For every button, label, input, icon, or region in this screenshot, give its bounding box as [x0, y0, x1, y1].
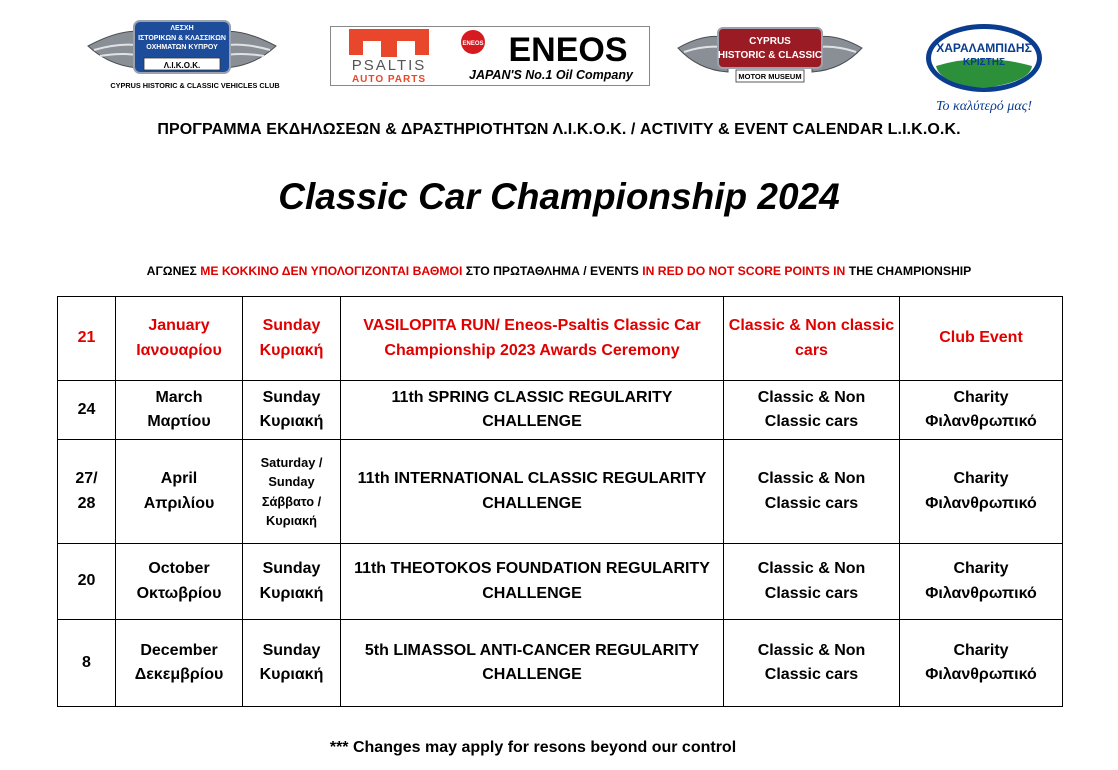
- event-weekday: [243, 544, 341, 620]
- event-cars: [724, 440, 900, 544]
- table-row: [58, 620, 1063, 707]
- event-name-line1: 11th INTERNATIONAL CLASSIC REGULARITY: [357, 470, 707, 487]
- table-row: [58, 544, 1063, 620]
- type-line1: Charity: [953, 470, 1009, 487]
- note-part5: THE CHAMPIONSHIP: [845, 264, 972, 278]
- event-month: [116, 620, 243, 707]
- cars-line1: Classic & Non: [757, 560, 866, 577]
- weekday-line1: Saturday /: [260, 454, 323, 470]
- month-en: December: [140, 641, 218, 659]
- charalambides-line2: ΚΡΙΣΤΗΣ: [962, 57, 1006, 68]
- cars-line2: Classic cars: [764, 666, 859, 683]
- event-calendar-table: [57, 296, 1063, 707]
- note-part2: ΜΕ ΚΟΚΚΙΝΟ ΔΕΝ ΥΠΟΛΟΓΙΖΟΝΤΑΙ ΒΑΘΜΟΙ: [200, 264, 463, 278]
- cars-line2: Classic cars: [764, 494, 859, 512]
- psaltis-name: PSALTIS: [351, 57, 427, 74]
- event-name: [341, 544, 724, 620]
- event-month: [116, 381, 243, 440]
- page-title: Classic Car Championship 2024: [278, 176, 840, 217]
- month-en: March: [155, 388, 203, 406]
- note-part3: ΣΤΟ ΠΡΩΤΑΘΛΗΜΑ / EVENTS: [462, 264, 643, 278]
- likok-line1: ΛΕΣΧΗ: [170, 25, 194, 32]
- likok-line3: ΟΧΗΜΑΤΩΝ ΚΥΠΡΟΥ: [146, 44, 218, 51]
- event-month: [116, 297, 243, 381]
- eneos-name: ENEOS: [508, 31, 628, 69]
- type-line2: Φιλανθρωπικό: [925, 584, 1037, 602]
- cars-line1: Classic & Non: [757, 470, 866, 487]
- weekday-line2: Sunday: [268, 474, 315, 489]
- event-type: [900, 381, 1063, 440]
- type-line2: Φιλανθρωπικό: [925, 666, 1037, 683]
- table-row: [58, 297, 1063, 381]
- event-type: [900, 440, 1063, 544]
- month-gr: Δεκεμβρίου: [134, 666, 224, 683]
- event-day: [58, 440, 116, 544]
- weekday-en: Sunday: [262, 641, 321, 659]
- month-gr: Οκτωβρίου: [136, 584, 222, 602]
- likok-line2: ΙΣΤΟΡΙΚΩΝ & ΚΛΑΣΣΙΚΩΝ: [138, 35, 226, 42]
- table-row: [58, 381, 1063, 440]
- likok-badge: Λ.Ι.Κ.Ο.Κ.: [163, 61, 201, 70]
- event-name-line1: 11th THEOTOKOS FOUNDATION REGULARITY: [354, 560, 710, 577]
- calendar-heading: ΠΡΟΓΡΑΜΜΑ ΕΚΔΗΛΩΣΕΩΝ & ΔΡΑΣΤΗΡΙΟΤΗΤΩΝ Λ.Ι.Κ.Ο.Κ. / ACTIVITY & EVENT CALENDAR L.I.K.O.K.: [157, 121, 961, 138]
- event-name-line2: CHALLENGE: [482, 584, 582, 602]
- motor-museum-logo: [676, 26, 864, 88]
- event-day: 24: [58, 381, 116, 440]
- event-name: [341, 297, 724, 381]
- psaltis-mark-icon: [349, 29, 429, 57]
- type-line1: Club Event: [939, 329, 1023, 347]
- month-gr: Απριλίου: [143, 494, 215, 512]
- charalambides-logo: [922, 22, 1046, 116]
- event-cars: [724, 544, 900, 620]
- type-line2: Φιλανθρωπικό: [925, 494, 1037, 512]
- event-weekday: [243, 440, 341, 544]
- type-line2: Φιλανθρωπικό: [925, 413, 1037, 430]
- event-month: [116, 440, 243, 544]
- weekday-gr: Κυριακή: [259, 341, 324, 359]
- type-line1: Charity: [953, 641, 1009, 659]
- event-day: 21: [58, 297, 116, 381]
- event-weekday: [243, 297, 341, 381]
- event-month: [116, 544, 243, 620]
- table-row: [58, 440, 1063, 544]
- cars-line2: Classic cars: [764, 413, 859, 430]
- event-cars: [724, 620, 900, 707]
- cars-line1: Classic & Non: [757, 388, 866, 406]
- event-name-line2: CHALLENGE: [482, 666, 582, 683]
- cars-line1: Classic & Non classic: [728, 317, 895, 334]
- eneos-tagline: JAPAN'S No.1 Oil Company: [469, 68, 633, 82]
- sponsor-logos: [0, 18, 1118, 118]
- museum-badge: MOTOR MUSEUM: [738, 72, 802, 81]
- weekday-gr: Κυριακή: [259, 584, 324, 602]
- likok-logo: [82, 18, 308, 92]
- month-en: April: [160, 470, 198, 487]
- charalambides-line1: ΧΑΡΑΛΑΜΠΙΔΗΣ: [936, 41, 1032, 55]
- event-type: [900, 544, 1063, 620]
- event-type: [900, 620, 1063, 707]
- likok-caption: CYPRUS HISTORIC & CLASSIC VEHICLES CLUB: [110, 81, 280, 90]
- footer-disclaimer: *** Changes may apply for resons beyond our control: [329, 739, 737, 756]
- event-name-line1: VASILOPITA RUN/ Eneos-Psaltis Classic Car: [363, 317, 701, 334]
- event-cars: [724, 381, 900, 440]
- event-type: [900, 297, 1063, 381]
- month-en: October: [148, 560, 210, 577]
- museum-line1: CYPRUS: [749, 36, 791, 47]
- weekday-en: Sunday: [262, 388, 321, 406]
- weekday-en: Sunday: [262, 560, 321, 577]
- event-name-line1: 5th LIMASSOL ANTI-CANCER REGULARITY: [364, 641, 700, 659]
- scoring-note: [0, 264, 1118, 278]
- event-name-line2: CHALLENGE: [482, 413, 582, 430]
- note-part1: ΑΓΩΝΕΣ: [146, 264, 201, 278]
- note-part4: IN RED DO NOT SCORE POINTS IN: [642, 264, 846, 278]
- museum-line2: HISTORIC & CLASSIC: [717, 50, 823, 61]
- cars-line2: Classic cars: [764, 584, 859, 602]
- weekday-line3: Σάββατο /: [261, 493, 322, 509]
- cars-line2: cars: [795, 341, 828, 359]
- event-name-line2: Championship 2023 Awards Ceremony: [384, 341, 680, 359]
- weekday-en: Sunday: [262, 317, 321, 334]
- month-en: January: [148, 317, 210, 334]
- cars-line1: Classic & Non: [757, 641, 866, 659]
- psaltis-eneos-logo: [330, 26, 650, 86]
- event-weekday: [243, 381, 341, 440]
- event-weekday: [243, 620, 341, 707]
- day-line2: 28: [77, 494, 96, 512]
- event-day: 8: [58, 620, 116, 707]
- event-name: [341, 620, 724, 707]
- month-gr: Μαρτίου: [147, 413, 211, 430]
- weekday-gr: Κυριακή: [259, 666, 324, 683]
- event-name-line1: 11th SPRING CLASSIC REGULARITY: [391, 388, 673, 406]
- weekday-gr: Κυριακή: [259, 413, 324, 430]
- day-line1: 27/: [75, 470, 98, 487]
- event-cars: [724, 297, 900, 381]
- charalambides-slogan: Το καλύτερό μας!: [935, 99, 1033, 114]
- event-day: 20: [58, 544, 116, 620]
- type-line1: Charity: [953, 388, 1009, 406]
- psaltis-sub: AUTO PARTS: [351, 74, 427, 85]
- event-name-line2: CHALLENGE: [482, 494, 582, 512]
- month-gr: Ιανουαρίου: [136, 341, 222, 359]
- eneos-small: ENEOS: [462, 41, 484, 47]
- event-name: [341, 381, 724, 440]
- weekday-line4: Κυριακή: [266, 513, 317, 528]
- type-line1: Charity: [953, 560, 1009, 577]
- event-name: [341, 440, 724, 544]
